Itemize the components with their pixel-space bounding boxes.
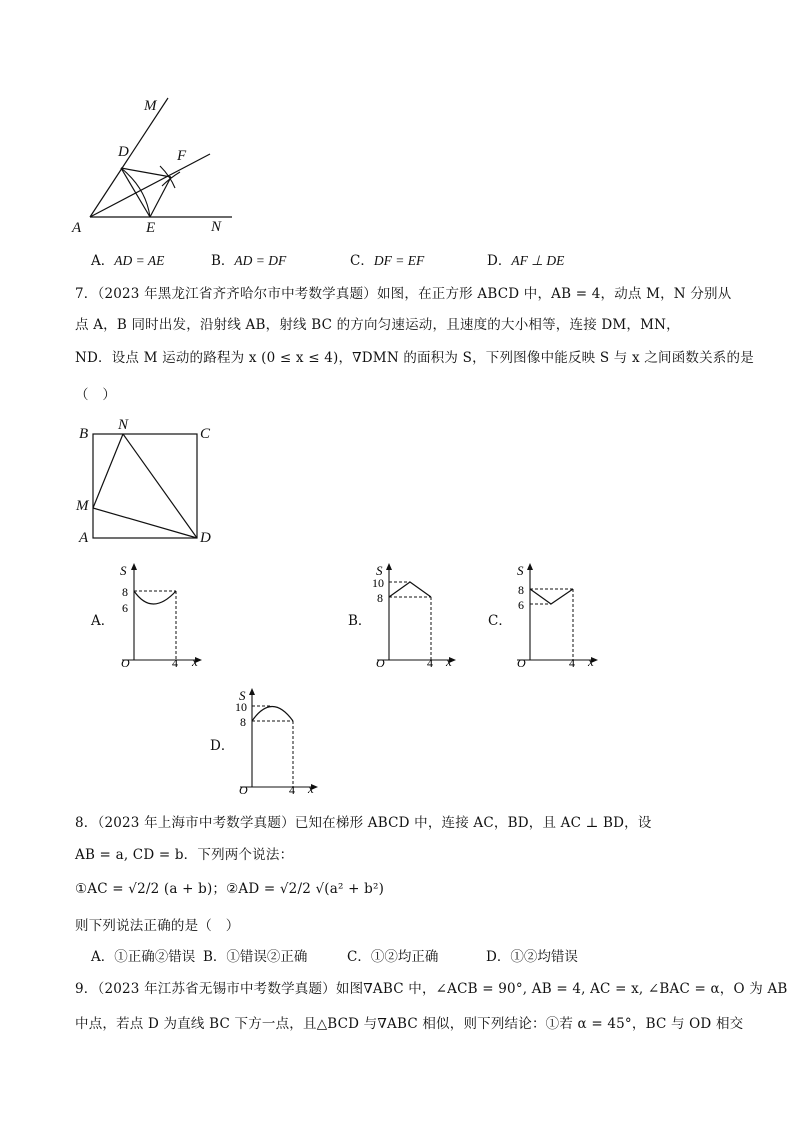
q7-graph-option-c-letter[interactable]: C． — [488, 613, 512, 629]
q7-graph-option-a-letter[interactable]: A． — [91, 613, 115, 629]
q7-graph-option-d-letter[interactable]: D． — [210, 738, 235, 754]
square-label-a: A — [79, 530, 89, 546]
point-label-a: A — [72, 220, 82, 236]
q8-option-d[interactable]: D．①②均错误 — [486, 949, 578, 965]
y-axis-label: S — [239, 688, 246, 703]
q7-graph-option-b-letter[interactable]: B． — [348, 613, 372, 629]
q8-option-b[interactable]: B．①错误②正确 — [203, 949, 308, 965]
q7-stem-line-2: 点 A，B 同时出发，沿射线 AB，射线 BC 的方向匀速运动，且速度的大小相等，连接 DM，MN， — [75, 317, 680, 333]
q6-option-d[interactable]: D．AF ⊥ DE — [487, 253, 565, 269]
tick-4: 4 — [289, 783, 295, 797]
y-axis-label: S — [517, 563, 524, 578]
tick-8: 8 — [240, 715, 246, 729]
square-label-c: C — [200, 426, 211, 442]
q6-option-a[interactable]: A．AD = AE — [91, 253, 165, 269]
q7-answer-blank: （ ） — [75, 387, 117, 403]
point-label-m: M — [144, 98, 157, 114]
square-label-d: D — [200, 530, 211, 546]
x-axis-label: x — [446, 654, 452, 669]
point-label-e: E — [146, 220, 156, 236]
origin-label: O — [376, 656, 385, 670]
x-axis-label: x — [308, 781, 314, 796]
q6-option-c[interactable]: C．DF = EF — [350, 253, 425, 269]
origin-label: O — [239, 783, 248, 797]
tick-10: 10 — [372, 576, 384, 590]
point-label-f: F — [177, 148, 187, 164]
x-axis-label: x — [192, 654, 198, 669]
q8-option-a[interactable]: A．①正确②错误 — [91, 949, 196, 965]
tick-8: 8 — [122, 585, 128, 599]
tick-8: 8 — [377, 591, 383, 605]
q7-stem-line-3: ND．设点 M 运动的路程为 x (0 ≤ x ≤ 4)，∇DMN 的面积为 S，下列图像中能反映 S 与 x 之间函数关系的是 — [75, 350, 754, 366]
q9-stem-line-2: 中点，若点 D 为直线 BC 下方一点，且△BCD 与∇ABC 相似，则下列结论：①若 α = 45°，BC 与 OD 相交 — [75, 1016, 744, 1032]
y-axis-label: S — [376, 563, 383, 578]
q8-stem-line-2: AB = a, CD = b．下列两个说法： — [75, 847, 294, 863]
square-label-m: M — [76, 498, 89, 514]
x-axis-label: x — [588, 654, 594, 669]
q8-stem-line-1: 8．（2023 年上海市中考数学真题）已知在梯形 ABCD 中，连接 AC，BD，且 AC ⊥ BD，设 — [75, 815, 652, 831]
q6-option-b[interactable]: B．AD = DF — [211, 253, 287, 269]
tick-6: 6 — [518, 598, 524, 612]
q8-statements: ①AC = √2/2 (a + b)；②AD = √2/2 √(a² + b²) — [75, 881, 385, 897]
y-axis-label: S — [120, 563, 127, 578]
q7-stem-line-1: 7．（2023 年黑龙江省齐齐哈尔市中考数学真题）如图，在正方形 ABCD 中，AB = 4，动点 M，N 分别从 — [75, 286, 732, 302]
tick-6: 6 — [122, 601, 128, 615]
graph-curve — [252, 707, 293, 722]
square-label-n: N — [118, 417, 129, 433]
point-label-n: N — [211, 219, 222, 235]
square-label-b: B — [79, 426, 89, 442]
origin-label: O — [121, 656, 130, 670]
y-axis-arrow — [249, 688, 255, 695]
q8-question: 则下列说法正确的是（ ） — [75, 918, 240, 934]
q9-stem-line-1: 9．（2023 年江苏省无锡市中考数学真题）如图∇ABC 中，∠ACB = 90°, AB = 4, AC = x, ∠BAC = α，O 为 AB — [75, 981, 788, 997]
origin-label: O — [517, 656, 526, 670]
point-label-d: D — [118, 144, 129, 160]
tick-4: 4 — [427, 656, 433, 670]
tick-10: 10 — [235, 700, 247, 714]
q8-option-c[interactable]: C．①②均正确 — [347, 949, 439, 965]
tick-4: 4 — [569, 656, 575, 670]
tick-8: 8 — [518, 583, 524, 597]
tick-4: 4 — [172, 656, 178, 670]
